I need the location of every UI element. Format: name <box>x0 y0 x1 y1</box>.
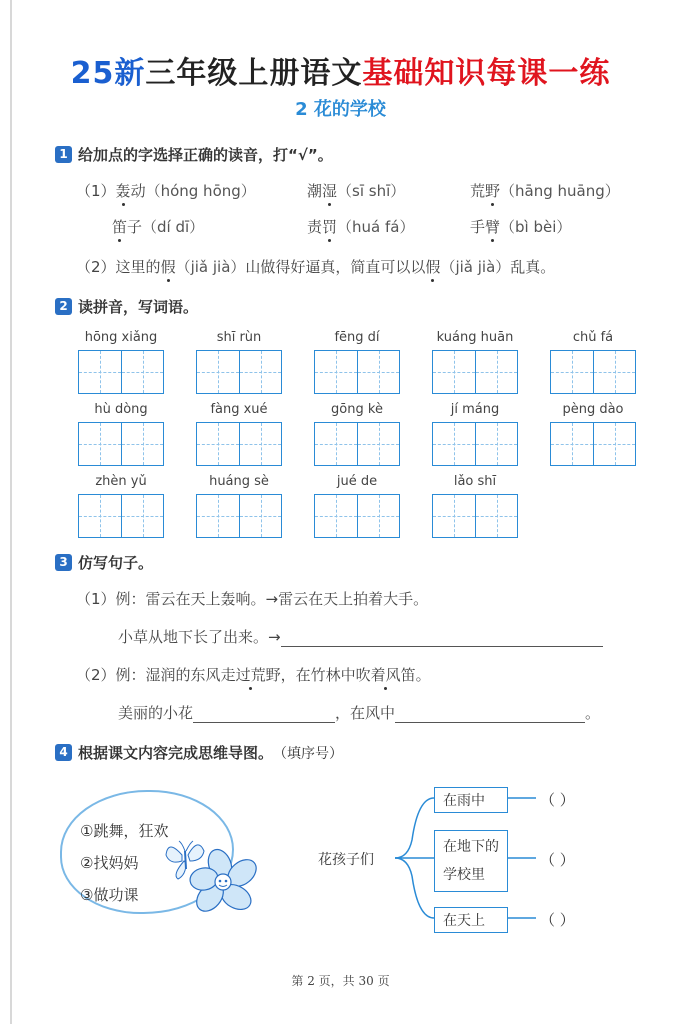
writing-cell[interactable] <box>79 351 121 393</box>
pinyin-label: fàng xué <box>210 402 268 417</box>
s1-item-shoubi: 手臂（bì bèi） <box>470 218 572 236</box>
title-part-2: 三年级上册语文 <box>145 56 363 91</box>
dotted-char: 野 <box>485 182 501 200</box>
pinyin-label: shī rùn <box>216 330 262 345</box>
dotted-char: 轰 <box>115 182 131 200</box>
s1-item-hongdong: （1）轰动（hóng hōng） <box>76 182 256 200</box>
pinyin-label: gōng kè <box>331 402 383 417</box>
writing-cell[interactable] <box>433 423 475 465</box>
pinyin-options[interactable]: （hóng hōng） <box>145 182 256 200</box>
answer-blank[interactable] <box>281 632 603 647</box>
pinyin-label: hōng xiǎng <box>84 330 158 345</box>
writing-box[interactable] <box>550 350 636 394</box>
pinyin-label: kuáng huān <box>436 330 514 345</box>
section-instruction: 读拼音，写词语。 <box>78 298 199 316</box>
section-number-badge: 2 <box>55 298 72 315</box>
section-1-heading <box>55 144 333 165</box>
dotted-phrase: 走过荒野 <box>220 666 281 684</box>
butterfly-flower-illustration <box>160 835 260 915</box>
dotted-char: 假 <box>425 258 441 276</box>
writing-cell[interactable] <box>197 495 239 537</box>
writing-cell[interactable] <box>121 495 163 537</box>
mind-map-root: 花孩子们 <box>318 852 374 868</box>
writing-cell[interactable] <box>357 495 399 537</box>
section-3-heading <box>55 552 153 573</box>
section-instruction: 根据课文内容完成思维导图。 <box>78 744 274 762</box>
writing-cell[interactable] <box>315 423 357 465</box>
writing-cell[interactable] <box>315 351 357 393</box>
s3-q2-example: （2）例：湿润的东风走过荒野，在竹林中吹着风笛。 <box>76 666 431 684</box>
section-number-badge: 3 <box>55 554 72 571</box>
writing-cell[interactable] <box>357 423 399 465</box>
mind-map-branch-sky: 在天上 <box>434 907 508 933</box>
answer-blank[interactable] <box>193 708 335 723</box>
writing-cell[interactable] <box>239 495 281 537</box>
writing-box[interactable] <box>432 350 518 394</box>
writing-cell[interactable] <box>593 351 635 393</box>
mind-map-branch-rain: 在雨中 <box>434 787 508 813</box>
pinyin-options[interactable]: （bì bèi） <box>500 218 572 236</box>
writing-box[interactable] <box>78 494 164 538</box>
writing-cell[interactable] <box>197 423 239 465</box>
dotted-char: 臂 <box>485 218 501 236</box>
dotted-char: 假 <box>160 258 176 276</box>
section-number-badge: 4 <box>55 744 72 761</box>
answer-blank[interactable] <box>395 708 585 723</box>
mind-map-answer-3[interactable]: （ ） <box>540 911 575 929</box>
section-number-badge: 1 <box>55 146 72 163</box>
writing-cell[interactable] <box>79 495 121 537</box>
writing-cell[interactable] <box>121 351 163 393</box>
lesson-title: 2 花的学校 <box>295 99 386 120</box>
dotted-char: 罚 <box>322 218 338 236</box>
s3-q1-answer-line: 小草从地下长了出来。→ <box>118 626 603 647</box>
s1-item-huangye: 荒野（hāng huāng） <box>470 182 620 200</box>
dotted-char: 湿 <box>322 182 338 200</box>
writing-cell[interactable] <box>475 423 517 465</box>
pinyin-label: pèng dào <box>562 402 624 417</box>
choice-2: ②找妈妈 <box>80 854 139 872</box>
writing-cell[interactable] <box>197 351 239 393</box>
pinyin-label: lǎo shī <box>453 474 497 489</box>
writing-cell[interactable] <box>433 495 475 537</box>
mind-map-branch-school: 在地下的 学校里 <box>434 830 508 892</box>
dotted-phrase: 吹着风笛 <box>355 666 416 684</box>
pinyin-label: fēng dí <box>334 330 380 345</box>
writing-cell[interactable] <box>79 423 121 465</box>
writing-box[interactable] <box>196 422 282 466</box>
writing-cell[interactable] <box>357 351 399 393</box>
writing-cell[interactable] <box>475 495 517 537</box>
s3-q2-answer-line: 美丽的小花 ，在风中 。 <box>118 704 601 722</box>
mind-map-answer-2[interactable]: （ ） <box>540 851 575 869</box>
writing-cell[interactable] <box>593 423 635 465</box>
dotted-char: 笛 <box>112 218 128 236</box>
s1-item-dizi: 笛子（dí dī） <box>112 218 205 236</box>
pinyin-options[interactable]: （dí dī） <box>142 218 205 236</box>
writing-cell[interactable] <box>239 351 281 393</box>
pinyin-options[interactable]: （sī shī） <box>337 182 406 200</box>
page-binding-edge <box>10 0 12 1024</box>
pinyin-options[interactable]: （jiǎ jià） <box>440 258 511 276</box>
title-part-3: 基础知识每课一练 <box>362 56 611 91</box>
s1-item-chaoshi: 潮湿（sī shī） <box>307 182 406 200</box>
writing-box[interactable] <box>78 350 164 394</box>
pinyin-label: chǔ fá <box>572 330 614 345</box>
pinyin-label: hù dòng <box>94 402 148 417</box>
section-4-heading <box>55 742 343 763</box>
pinyin-options[interactable]: （huá fá） <box>337 218 415 236</box>
writing-box[interactable] <box>314 494 400 538</box>
writing-box[interactable] <box>78 422 164 466</box>
writing-cell[interactable] <box>315 495 357 537</box>
writing-box[interactable] <box>314 422 400 466</box>
page-footer: 第 2 页，共 30 页 <box>291 974 390 988</box>
s3-q1-example: （1）例：雷云在天上轰响。→雷云在天上拍着大手。 <box>76 590 429 608</box>
writing-cell[interactable] <box>433 351 475 393</box>
writing-box[interactable] <box>196 350 282 394</box>
writing-box[interactable] <box>432 494 518 538</box>
pinyin-label: zhèn yǔ <box>95 474 147 489</box>
mind-map-answer-1[interactable]: （ ） <box>540 791 575 809</box>
section-hint: （填序号） <box>273 745 344 762</box>
writing-cell[interactable] <box>121 423 163 465</box>
pinyin-options[interactable]: （hāng huāng） <box>500 182 620 200</box>
writing-box[interactable] <box>550 422 636 466</box>
choice-3: ③做功课 <box>80 886 139 904</box>
writing-cell[interactable] <box>475 351 517 393</box>
page-title <box>0 48 681 92</box>
choice-1: ①跳舞，狂欢 <box>80 822 169 840</box>
s1-item-zefa: 责罚（huá fá） <box>307 218 415 236</box>
pinyin-options[interactable]: （jiǎ jià） <box>175 258 246 276</box>
section-instruction: 给加点的字选择正确的读音，打“√”。 <box>78 146 333 164</box>
writing-cell[interactable] <box>551 423 593 465</box>
s1-item-jia-sentence: （2）这里的假（jiǎ jià）山做得好逼真，简直可以以假（jiǎ jià）乱真。 <box>76 258 556 276</box>
writing-box[interactable] <box>196 494 282 538</box>
section-instruction: 仿写句子。 <box>78 554 154 572</box>
pinyin-label: jí máng <box>450 402 500 417</box>
writing-cell[interactable] <box>239 423 281 465</box>
section-2-heading <box>55 296 198 317</box>
writing-box[interactable] <box>314 350 400 394</box>
title-part-1: 25新 <box>70 56 146 91</box>
writing-box[interactable] <box>432 422 518 466</box>
pinyin-label: huáng sè <box>209 474 269 489</box>
pinyin-label: jué de <box>336 474 378 489</box>
writing-cell[interactable] <box>551 351 593 393</box>
